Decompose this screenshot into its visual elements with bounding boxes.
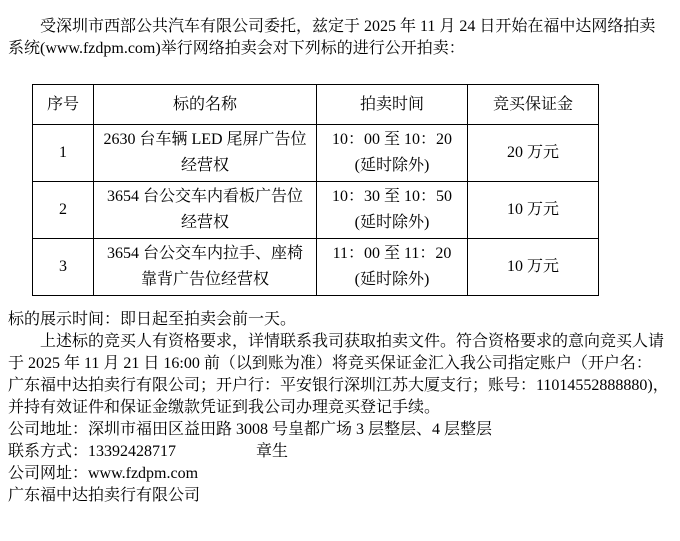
auction-time-note: (延时除外) xyxy=(354,271,430,288)
cell-auction-time xyxy=(317,182,468,239)
auction-lots-table xyxy=(32,84,599,296)
requirements-line-3: 广东福中达拍卖行有限公司；开户行：平安银行深圳江苏大厦支行；账号：11014552888880)， xyxy=(8,377,669,394)
auction-time-note: (延时除外) xyxy=(354,157,430,174)
lot-name-line: 3654 台公交车内看板广告位 xyxy=(106,188,303,205)
cell-bid-deposit: 20 万元 xyxy=(468,125,599,182)
cell-lot-name xyxy=(94,125,317,182)
auction-time-line: 11：00 至 11：20 xyxy=(332,245,452,262)
table-row xyxy=(33,182,599,239)
cell-lot-name xyxy=(94,239,317,296)
cell-serial-number: 2 xyxy=(33,182,94,239)
cell-bid-deposit: 10 万元 xyxy=(468,182,599,239)
lot-name-line: 2630 台车辆 LED 尾屏广告位 xyxy=(103,131,307,148)
intro-line-1: 受深圳市西部公共汽车有限公司委托，兹定于 2025 年 11 月 24 日开始在福中达网络拍卖 xyxy=(40,18,656,35)
requirements-line-4: 并持有效证件和保证金缴款凭证到我公司办理竞买登记手续。 xyxy=(8,399,441,416)
cell-auction-time xyxy=(317,239,468,296)
header-lot-name: 标的名称 xyxy=(94,85,317,125)
table-header-row xyxy=(33,85,599,125)
lot-name-line: 3654 台公交车内拉手、座椅 xyxy=(106,245,303,262)
auction-time-line: 10：00 至 10：20 xyxy=(331,131,452,148)
header-auction-time: 拍卖时间 xyxy=(317,85,468,125)
table-row xyxy=(33,125,599,182)
company-address-line: 公司地址：深圳市福田区益田路 3008 号皇都广场 3 层整层、4 层整层 xyxy=(8,421,493,438)
header-bid-deposit: 竞买保证金 xyxy=(468,85,599,125)
intro-paragraph xyxy=(8,16,672,60)
display-time-line: 标的展示时间：即日起至拍卖会前一天。 xyxy=(8,311,297,328)
table-row xyxy=(33,239,599,296)
cell-bid-deposit: 10 万元 xyxy=(468,239,599,296)
lot-name-line: 经营权 xyxy=(180,157,229,174)
auction-time-note: (延时除外) xyxy=(354,214,430,231)
cell-lot-name xyxy=(94,182,317,239)
company-name-line: 广东福中达拍卖行有限公司 xyxy=(8,487,201,504)
notes-section xyxy=(8,309,672,507)
requirements-line-1: 上述标的竞买人有资格要求，详情联系我司获取拍卖文件。符合资格要求的意向竞买人请 xyxy=(40,333,665,350)
cell-auction-time xyxy=(317,125,468,182)
website-line: 公司网址：www.fzdpm.com xyxy=(8,465,199,482)
requirements-line-2: 于 2025 年 11 月 21 日 16:00 前（以到账为准）将竞买保证金汇入我公司指定账户（开户名： xyxy=(8,355,652,372)
lot-name-line: 经营权 xyxy=(180,214,229,231)
cell-serial-number: 1 xyxy=(33,125,94,182)
cell-serial-number: 3 xyxy=(33,239,94,296)
intro-line-2: 系统(www.fzdpm.com)举行网络拍卖会对下列标的进行公开拍卖： xyxy=(8,40,465,57)
lot-name-line: 靠背广告位经营权 xyxy=(140,271,269,288)
contact-line: 联系方式：13392428717 章生 xyxy=(8,443,289,460)
auction-time-line: 10：30 至 10：50 xyxy=(331,188,452,205)
header-serial-number: 序号 xyxy=(33,85,94,125)
